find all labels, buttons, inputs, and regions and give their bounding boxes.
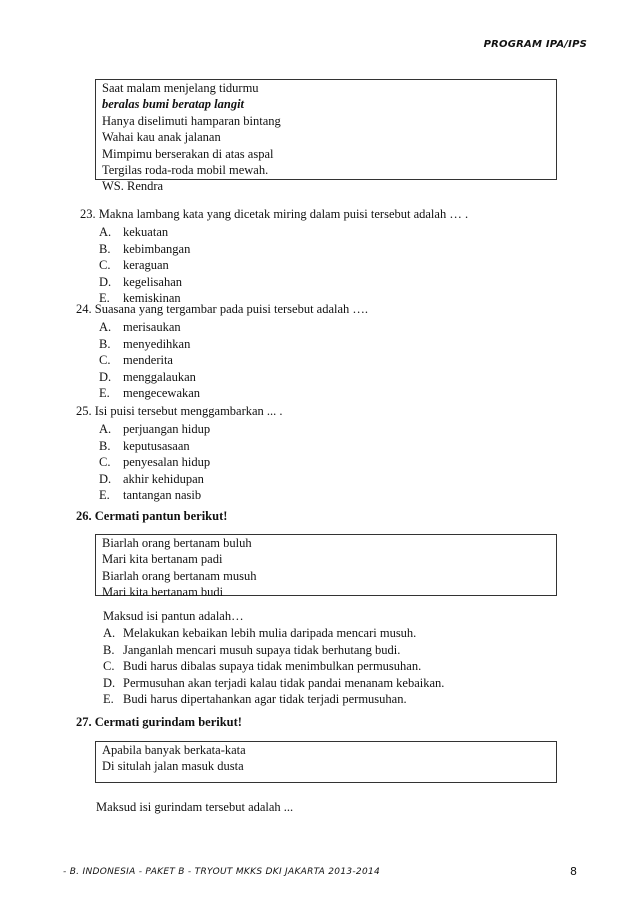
poem-line: Tergilas roda-roda mobil mewah. xyxy=(102,163,269,178)
question-25: 25. Isi puisi tersebut menggambarkan ... . xyxy=(76,404,283,418)
poem-box xyxy=(95,79,557,194)
option-e: E. mengecewakan xyxy=(99,386,201,400)
poem-line: Wahai kau anak jalanan xyxy=(102,130,221,145)
question-27-prompt: Maksud isi gurindam tersebut adalah ... xyxy=(96,800,294,814)
question-24: 24. Suasana yang tergambar pada puisi tersebut adalah …. xyxy=(76,302,369,316)
option-c: C. penyesalan hidup xyxy=(99,455,211,469)
poem-line-italic: beralas bumi beratap langit xyxy=(102,97,245,112)
option-e: E. kemiskinan xyxy=(99,291,181,305)
poem-line: Mimpimu berserakan di atas aspal xyxy=(102,146,274,161)
footer-text: - B. INDONESIA - PAKET B - TRYOUT MKKS DKI JAKARTA 2013-2014 xyxy=(63,867,381,877)
option-c: C. menderita xyxy=(99,353,173,367)
page-number: 8 xyxy=(570,865,577,878)
question-23: 23. Makna lambang kata yang dicetak miring dalam puisi tersebut adalah … . xyxy=(80,207,469,221)
option-d: D. kegelisahan xyxy=(99,274,183,289)
option-b: B. kebimbangan xyxy=(99,241,191,256)
program-header: PROGRAM IPA/IPS xyxy=(483,39,587,50)
pantun-line: Mari kita bertanam budi xyxy=(102,585,224,600)
question-26-prompt: Maksud isi pantun adalah… xyxy=(103,609,244,623)
option-c: C. Budi harus dibalas supaya tidak menimbulkan permusuhan. xyxy=(103,659,422,673)
question-23-options xyxy=(99,224,190,307)
pantun-line: Biarlah orang bertanam buluh xyxy=(102,536,252,550)
gurindam-line: Apabila banyak berkata-kata xyxy=(102,743,246,757)
pantun-line: Mari kita bertanam padi xyxy=(102,552,223,567)
option-b: B. menyedihkan xyxy=(99,336,191,351)
gurindam-box xyxy=(95,741,557,783)
question-25-options xyxy=(99,421,210,504)
option-a: A. merisaukan xyxy=(99,320,181,334)
option-c: C. keraguan xyxy=(99,258,169,272)
option-a: A. Melakukan kebaikan lebih mulia daripada mencari musuh. xyxy=(103,626,417,640)
option-b: B. keputusasaan xyxy=(99,438,190,453)
option-a: A. perjuangan hidup xyxy=(99,422,211,436)
question-26-heading: 26. Cermati pantun berikut! xyxy=(76,509,228,523)
poem-author: WS. Rendra xyxy=(102,179,164,194)
poem-line: Hanya diselimuti hamparan bintang xyxy=(102,113,281,128)
pantun-line: Biarlah orang bertanam musuh xyxy=(102,568,257,583)
question-27-heading: 27. Cermati gurindam berikut! xyxy=(76,715,242,729)
option-d: D. menggalaukan xyxy=(99,369,196,384)
option-e: E. Budi harus dipertahankan agar tidak terjadi permusuhan. xyxy=(103,692,407,706)
question-26-options xyxy=(103,625,444,708)
pantun-box xyxy=(95,534,557,600)
question-24-options xyxy=(99,319,200,402)
option-b: B. Janganlah mencari musuh supaya tidak berhutang budi. xyxy=(103,642,401,657)
option-e: E. tantangan nasib xyxy=(99,488,202,502)
option-d: D. akhir kehidupan xyxy=(99,471,204,486)
option-a: A. kekuatan xyxy=(99,225,169,239)
option-d: D. Permusuhan akan terjadi kalau tidak pandai menanam kebaikan. xyxy=(103,675,445,690)
poem-line: Saat malam menjelang tidurmu xyxy=(102,81,259,95)
gurindam-line: Di situlah jalan masuk dusta xyxy=(102,759,244,774)
